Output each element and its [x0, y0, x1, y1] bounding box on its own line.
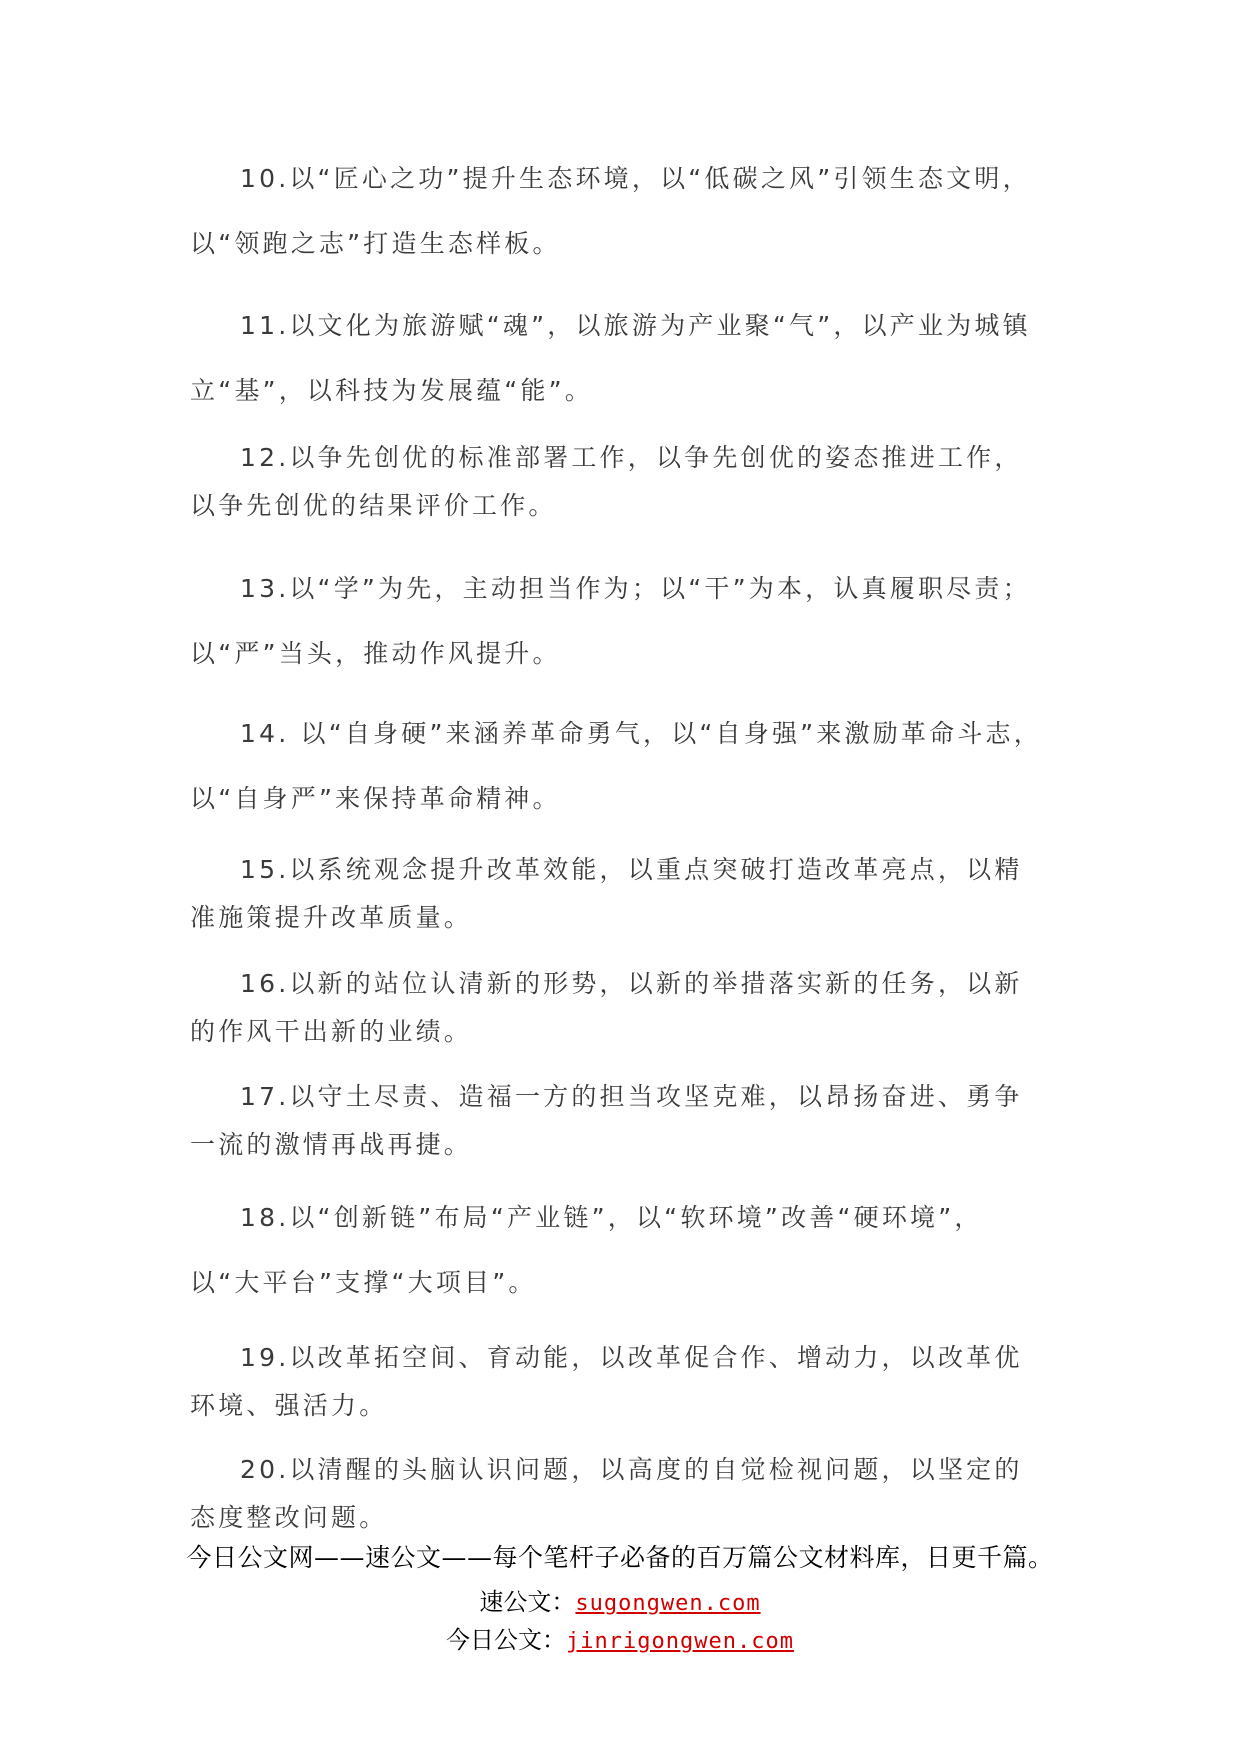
list-item: 11.以文化为旅游赋“魂”，以旅游为产业聚“气”，以产业为城镇立“基”，以科技为发展蕴“能”。 — [190, 311, 1031, 405]
footer-sugongwen-label: 速公文： — [479, 1588, 576, 1616]
footer-jinrigongwen — [0, 1620, 1240, 1655]
footer-banner: 今日公文网——速公文——每个笔杆子必备的百万篇公文材料库，日更千篇。 — [186, 1543, 1054, 1572]
list-item: 14. 以“自身硬”来涵养革命勇气，以“自身强”来激励革命斗志，以“自身严”来保持革命精神。 — [190, 719, 1042, 813]
list-item: 17.以守土尽责、造福一方的担当攻坚克难，以昂扬奋进、勇争一流的激情再战再捷。 — [190, 1082, 1023, 1159]
list-item: 13.以“学”为先，主动担当作为；以“干”为本，认真履职尽责；以“严”当头，推动作风提升。 — [190, 574, 1031, 668]
footer-jinrigongwen-label: 今日公文： — [446, 1626, 567, 1654]
list-item: 20.以清醒的头脑认识问题，以高度的自觉检视问题，以坚定的态度整改问题。 — [190, 1455, 1023, 1532]
list-item: 15.以系统观念提升改革效能，以重点突破打造改革亮点，以精准施策提升改革质量。 — [190, 855, 1023, 932]
list-item: 16.以新的站位认清新的形势，以新的举措落实新的任务，以新的作风干出新的业绩。 — [190, 969, 1023, 1046]
footer-sugongwen — [0, 1582, 1240, 1617]
list-item: 10.以“匠心之功”提升生态环境，以“低碳之风”引领生态文明，以“领跑之志”打造生态样板。 — [190, 164, 1031, 258]
list-item: 19.以改革拓空间、育动能，以改革促合作、增动力，以改革优环境、强活力。 — [190, 1343, 1023, 1420]
sugongwen-link[interactable]: sugongwen.com — [575, 1591, 761, 1616]
list-item: 12.以争先创优的标准部署工作，以争先创优的姿态推进工作，以争先创优的结果评价工作。 — [190, 443, 1023, 520]
list-item: 18.以“创新链”布局“产业链”，以“软环境”改善“硬环境”，以“大平台”支撑“大项目”。 — [190, 1203, 983, 1297]
jinrigongwen-link[interactable]: jinrigongwen.com — [566, 1629, 794, 1654]
